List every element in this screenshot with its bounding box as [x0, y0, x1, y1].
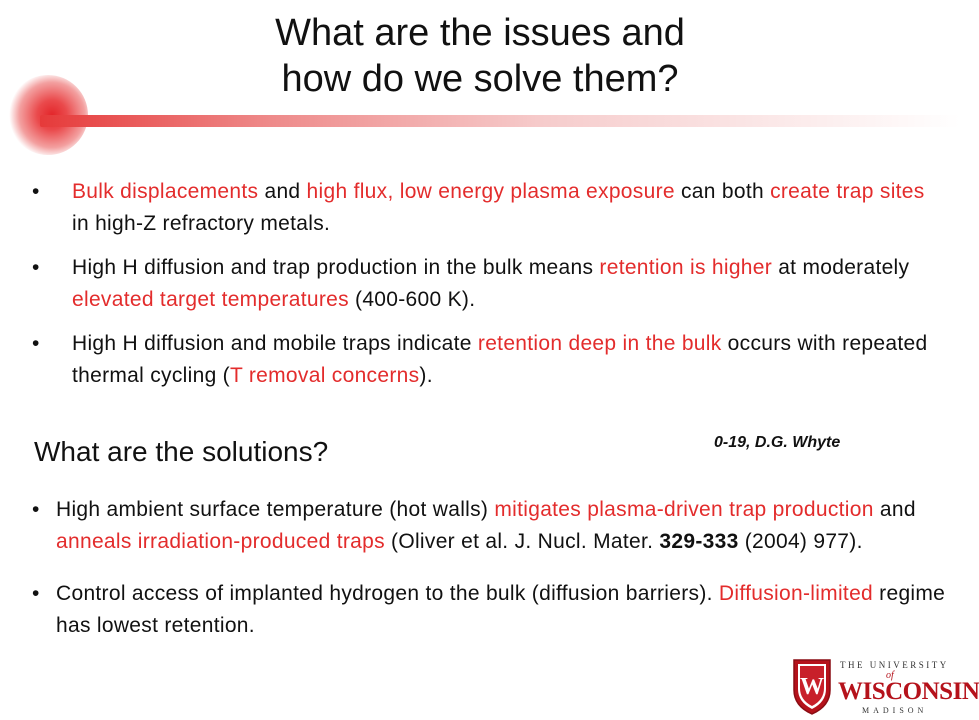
solutions-bullet-2: [32, 578, 947, 642]
crest-icon: [790, 656, 834, 716]
highlight-text: Bulk displacements: [72, 180, 259, 203]
body-text: High ambient surface temperature (hot walls): [56, 498, 495, 521]
university-logo: [790, 656, 979, 718]
body-text: regime has lowest retention.: [56, 582, 946, 637]
highlight-text: create trap sites: [770, 180, 925, 203]
highlight-text: Diffusion-limited: [718, 582, 874, 605]
highlight-text: elevated target temperatures: [72, 288, 349, 311]
bullet-dot: •: [32, 582, 40, 605]
body-text: can both: [674, 180, 771, 203]
body-text: High H diffusion and mobile traps indicate: [72, 332, 478, 355]
highlight-text: retention is higher: [599, 256, 773, 279]
solutions-bullet-1: [32, 494, 947, 558]
issues-bullet-1: [32, 176, 932, 240]
body-text: ).: [419, 364, 433, 387]
body-text: 329-333: [659, 530, 739, 553]
body-text: and: [258, 180, 307, 203]
title-line-2: how do we solve them?: [281, 58, 679, 100]
logo-of: of: [886, 670, 894, 681]
solutions-heading: What are the solutions?: [34, 436, 329, 467]
issues-bullet-2: [32, 252, 932, 316]
slide-title: [0, 10, 960, 102]
body-text: in high-Z refractory metals.: [72, 212, 331, 235]
highlight-text: high flux, low energy plasma exposure: [306, 180, 675, 203]
highlight-text: T removal concerns: [229, 364, 420, 387]
title-underline: [40, 115, 960, 127]
body-text: (Oliver et al. J. Nucl. Mater.: [384, 530, 660, 553]
body-text: High H diffusion and trap production in the bulk means: [72, 256, 600, 279]
credit-text: 0-19, D.G. Whyte: [714, 434, 841, 451]
body-text: and: [873, 498, 916, 521]
bullet-dot: •: [32, 180, 40, 203]
body-text: (2004) 977).: [738, 530, 863, 553]
solutions-list: [32, 494, 947, 662]
issues-list: [32, 176, 932, 404]
highlight-text: anneals irradiation-produced traps: [56, 530, 385, 553]
highlight-text: mitigates plasma-driven trap production: [494, 498, 874, 521]
bullet-dot: •: [32, 498, 40, 521]
bullet-dot: •: [32, 256, 40, 279]
body-text: Control access of implanted hydrogen to the bulk (diffusion barriers).: [56, 582, 719, 605]
logo-madison: MADISON: [862, 706, 928, 715]
logo-wisconsin: WISCONSIN: [838, 678, 979, 705]
issues-bullet-3: [32, 328, 932, 392]
highlight-text: retention deep in the bulk: [477, 332, 722, 355]
crest-letter: W: [800, 674, 824, 700]
bullet-dot: •: [32, 332, 40, 355]
body-text: at moderately: [772, 256, 910, 279]
logo-the-university: THE UNIVERSITY: [840, 660, 949, 670]
body-text: occurs with repeated thermal cycling (: [72, 332, 928, 387]
title-line-1: What are the issues and: [275, 12, 685, 54]
body-text: (400-600 K).: [348, 288, 476, 311]
